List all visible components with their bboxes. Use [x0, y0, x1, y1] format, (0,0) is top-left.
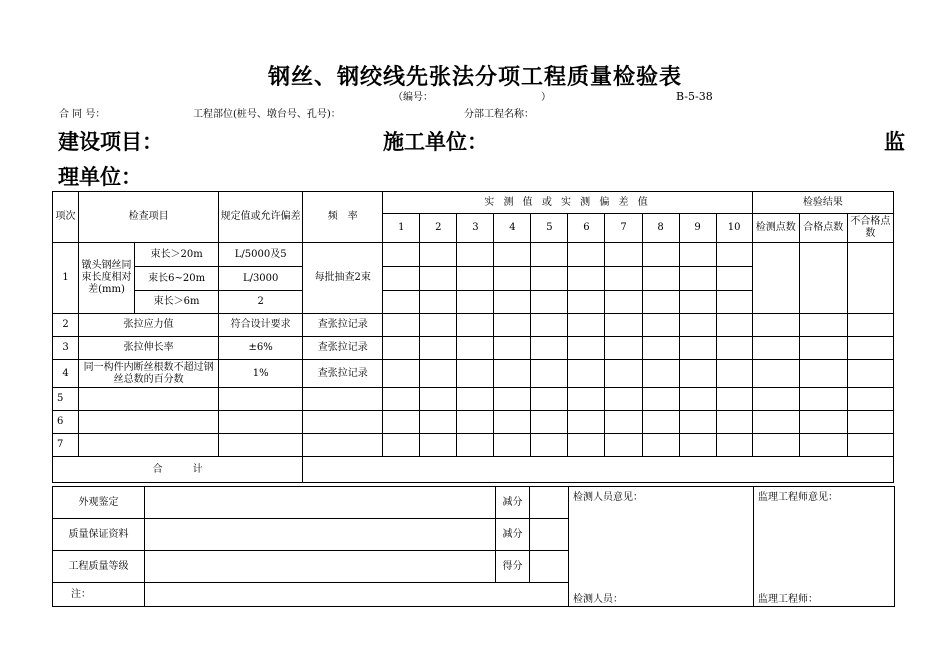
value-cell[interactable]	[457, 360, 494, 388]
value-cell[interactable]	[716, 434, 752, 457]
value-cell[interactable]	[716, 337, 752, 360]
value-cell[interactable]	[420, 243, 457, 267]
total-value[interactable]	[303, 457, 894, 483]
value-cell[interactable]	[494, 360, 531, 388]
value-cell[interactable]	[799, 360, 847, 388]
value-cell[interactable]	[383, 411, 420, 434]
inspector-label: 检测人员：	[573, 594, 623, 605]
value-cell[interactable]	[457, 434, 494, 457]
header-result: 检验结果	[752, 192, 893, 214]
value-cell[interactable]	[847, 434, 893, 457]
value-cell[interactable]	[568, 267, 605, 291]
value-cell[interactable]	[494, 267, 531, 291]
value-cell[interactable]	[568, 388, 605, 411]
value-cell[interactable]	[383, 291, 420, 314]
value-cell[interactable]	[531, 314, 568, 337]
value-cell[interactable]	[847, 388, 893, 411]
value-cell[interactable]	[383, 388, 420, 411]
value-cell[interactable]	[642, 243, 679, 267]
deduct-value[interactable]	[530, 487, 569, 519]
value-cell[interactable]	[494, 243, 531, 267]
value-cell[interactable]	[568, 243, 605, 267]
value-cell[interactable]	[679, 411, 716, 434]
value-cell[interactable]	[568, 291, 605, 314]
measure-col: 2	[420, 214, 457, 243]
row-2-item: 张拉应力值	[79, 314, 219, 337]
measure-col: 10	[716, 214, 752, 243]
value-cell[interactable]	[457, 291, 494, 314]
row-3-freq: 查张拉记录	[303, 337, 383, 360]
value-cell[interactable]	[642, 337, 679, 360]
value-cell[interactable]	[679, 337, 716, 360]
row-4-spec: 1%	[219, 360, 303, 388]
value-cell[interactable]	[383, 337, 420, 360]
header-item-no: 项次	[53, 192, 79, 243]
row-4-item: 同一构件内断丝根数不超过钢丝总数的百分数	[79, 360, 219, 388]
location-label: 工程部位(桩号、墩台号、孔号)：	[193, 109, 341, 120]
result-col-passed: 合格点数	[799, 214, 847, 243]
value-cell[interactable]	[605, 267, 642, 291]
value-cell[interactable]	[799, 337, 847, 360]
value-cell[interactable]	[679, 360, 716, 388]
row-1-item: 镦头钢丝同束长度相对差(mm)	[79, 243, 135, 314]
appearance-value[interactable]	[145, 487, 496, 519]
value-cell[interactable]	[679, 291, 716, 314]
score-value[interactable]	[530, 551, 569, 583]
header-measured: 实 测 值 或 实 测 偏 差 值	[383, 192, 752, 214]
row-1-sub-spec: 2	[219, 291, 303, 314]
value-cell[interactable]	[679, 267, 716, 291]
value-cell[interactable]	[752, 388, 799, 411]
deduct-label: 减分	[496, 487, 530, 519]
row-1-sub-label: 束长＞20m	[135, 243, 219, 267]
measure-col: 7	[605, 214, 642, 243]
value-cell[interactable]	[494, 291, 531, 314]
header-freq: 频 率	[303, 192, 383, 243]
value-cell[interactable]	[219, 388, 303, 411]
row-3-spec: ±6%	[219, 337, 303, 360]
value-cell[interactable]	[383, 267, 420, 291]
value-cell[interactable]	[420, 360, 457, 388]
value-cell[interactable]	[568, 314, 605, 337]
value-cell[interactable]	[531, 291, 568, 314]
value-cell[interactable]	[568, 337, 605, 360]
value-cell[interactable]	[457, 388, 494, 411]
measure-col: 4	[494, 214, 531, 243]
value-cell[interactable]	[79, 411, 219, 434]
row-1-sub-spec: L/3000	[219, 267, 303, 291]
value-cell[interactable]	[605, 360, 642, 388]
value-cell[interactable]	[799, 388, 847, 411]
supervisor-label-part2: 理单位：	[58, 164, 142, 189]
value-cell[interactable]	[494, 388, 531, 411]
value-cell[interactable]	[752, 434, 799, 457]
value-cell[interactable]	[642, 411, 679, 434]
row-2-freq: 查张拉记录	[303, 314, 383, 337]
row-3-item: 张拉伸长率	[79, 337, 219, 360]
contract-label: 合 同 号：	[59, 109, 106, 120]
value-cell[interactable]	[847, 360, 893, 388]
measure-col: 5	[531, 214, 568, 243]
construction-project-label: 建设项目：	[58, 129, 163, 154]
value-cell[interactable]	[605, 243, 642, 267]
engineer-opinion-label: 监理工程师意见：	[758, 492, 838, 503]
value-cell[interactable]	[420, 411, 457, 434]
value-cell[interactable]	[847, 314, 893, 337]
appearance-label: 外观鉴定	[53, 487, 145, 519]
value-cell[interactable]	[605, 314, 642, 337]
row-1-sub-label: 束长6~20m	[135, 267, 219, 291]
value-cell[interactable]	[531, 388, 568, 411]
grade-label: 工程质量等级	[53, 551, 145, 583]
measure-col: 1	[383, 214, 420, 243]
value-cell[interactable]	[531, 267, 568, 291]
quality-docs-value[interactable]	[145, 519, 496, 551]
inspector-opinion-label: 检测人员意见：	[573, 492, 643, 503]
value-cell[interactable]	[752, 337, 799, 360]
row-2-no: 2	[53, 314, 79, 337]
score-label: 得分	[496, 551, 530, 583]
inspection-table	[52, 191, 894, 483]
value-cell[interactable]	[642, 314, 679, 337]
row-1-no: 1	[53, 243, 79, 314]
value-cell[interactable]	[457, 314, 494, 337]
value-cell[interactable]	[799, 434, 847, 457]
value-cell[interactable]	[531, 243, 568, 267]
value-cell[interactable]	[303, 434, 383, 457]
value-cell[interactable]	[531, 434, 568, 457]
value-cell[interactable]	[420, 434, 457, 457]
measure-col: 8	[642, 214, 679, 243]
value-cell[interactable]	[716, 360, 752, 388]
contractor-label: 施工单位：	[383, 129, 488, 154]
note-value[interactable]	[145, 583, 569, 607]
header-spec: 规定值或允许偏差	[219, 192, 303, 243]
value-cell[interactable]	[642, 267, 679, 291]
value-cell[interactable]	[605, 411, 642, 434]
value-cell[interactable]	[679, 243, 716, 267]
value-cell[interactable]	[799, 243, 847, 314]
value-cell[interactable]	[494, 337, 531, 360]
header-check-item: 检查项目	[79, 192, 219, 243]
value-cell[interactable]	[457, 337, 494, 360]
value-cell[interactable]	[752, 243, 799, 314]
value-cell[interactable]	[531, 360, 568, 388]
measure-col: 3	[457, 214, 494, 243]
measure-col: 6	[568, 214, 605, 243]
value-cell[interactable]	[568, 411, 605, 434]
value-cell[interactable]	[219, 411, 303, 434]
total-label: 合 计	[53, 457, 303, 483]
value-cell[interactable]	[420, 267, 457, 291]
value-cell[interactable]	[605, 434, 642, 457]
serial-label: （编号：	[393, 92, 433, 103]
row-1-sub-label: 束长＞6m	[135, 291, 219, 314]
value-cell[interactable]	[457, 411, 494, 434]
value-cell[interactable]	[568, 434, 605, 457]
value-cell[interactable]	[79, 388, 219, 411]
value-cell[interactable]	[605, 388, 642, 411]
inspector-box[interactable]	[569, 487, 754, 607]
row-2-spec: 符合设计要求	[219, 314, 303, 337]
value-cell[interactable]	[716, 314, 752, 337]
value-cell[interactable]	[420, 291, 457, 314]
value-cell[interactable]	[752, 411, 799, 434]
deduct-label: 减分	[496, 519, 530, 551]
value-cell[interactable]	[303, 411, 383, 434]
value-cell[interactable]	[531, 337, 568, 360]
value-cell[interactable]	[605, 337, 642, 360]
value-cell[interactable]	[420, 314, 457, 337]
form-code: B-5-38	[676, 90, 713, 103]
value-cell[interactable]	[568, 360, 605, 388]
value-cell[interactable]	[716, 291, 752, 314]
value-cell[interactable]	[383, 243, 420, 267]
value-cell[interactable]	[494, 434, 531, 457]
row-7-no: 7	[53, 434, 79, 457]
measure-col: 9	[679, 214, 716, 243]
value-cell[interactable]	[642, 360, 679, 388]
page-title: 钢丝、钢绞线先张法分项工程质量检验表	[267, 64, 682, 90]
assessment-table	[52, 486, 895, 607]
value-cell[interactable]	[531, 411, 568, 434]
value-cell[interactable]	[383, 360, 420, 388]
grade-value[interactable]	[145, 551, 496, 583]
supervisor-label-part1: 监	[884, 129, 905, 154]
value-cell[interactable]	[847, 337, 893, 360]
note-label: 注：	[53, 583, 145, 607]
row-5-no: 5	[53, 388, 79, 411]
value-cell[interactable]	[752, 360, 799, 388]
row-6-no: 6	[53, 411, 79, 434]
value-cell[interactable]	[716, 267, 752, 291]
row-4-no: 4	[53, 360, 79, 388]
value-cell[interactable]	[420, 388, 457, 411]
value-cell[interactable]	[383, 314, 420, 337]
value-cell[interactable]	[642, 291, 679, 314]
subproject-label: 分部工程名称：	[464, 109, 534, 120]
result-col-checked: 检测点数	[752, 214, 799, 243]
value-cell[interactable]	[799, 411, 847, 434]
value-cell[interactable]	[494, 314, 531, 337]
engineer-box[interactable]	[754, 487, 895, 607]
row-3-no: 3	[53, 337, 79, 360]
value-cell[interactable]	[457, 243, 494, 267]
value-cell[interactable]	[716, 243, 752, 267]
engineer-label: 监理工程师：	[758, 594, 818, 605]
row-4-freq: 查张拉记录	[303, 360, 383, 388]
value-cell[interactable]	[799, 314, 847, 337]
row-1-sub-spec: L/5000及5	[219, 243, 303, 267]
value-cell[interactable]	[847, 411, 893, 434]
value-cell[interactable]	[79, 434, 219, 457]
value-cell[interactable]	[752, 314, 799, 337]
row-1-freq: 每批抽查2束	[303, 243, 383, 314]
serial-close: ）	[541, 92, 551, 103]
value-cell[interactable]	[679, 388, 716, 411]
value-cell[interactable]	[494, 411, 531, 434]
value-cell[interactable]	[457, 267, 494, 291]
value-cell[interactable]	[219, 434, 303, 457]
value-cell[interactable]	[716, 388, 752, 411]
value-cell[interactable]	[679, 314, 716, 337]
value-cell[interactable]	[847, 243, 893, 314]
value-cell[interactable]	[420, 337, 457, 360]
value-cell[interactable]	[303, 388, 383, 411]
quality-docs-label: 质量保证资料	[53, 519, 145, 551]
value-cell[interactable]	[605, 291, 642, 314]
value-cell[interactable]	[383, 434, 420, 457]
value-cell[interactable]	[642, 434, 679, 457]
value-cell[interactable]	[679, 434, 716, 457]
deduct-value[interactable]	[530, 519, 569, 551]
result-col-failed: 不合格点数	[847, 214, 893, 243]
value-cell[interactable]	[716, 411, 752, 434]
value-cell[interactable]	[642, 388, 679, 411]
